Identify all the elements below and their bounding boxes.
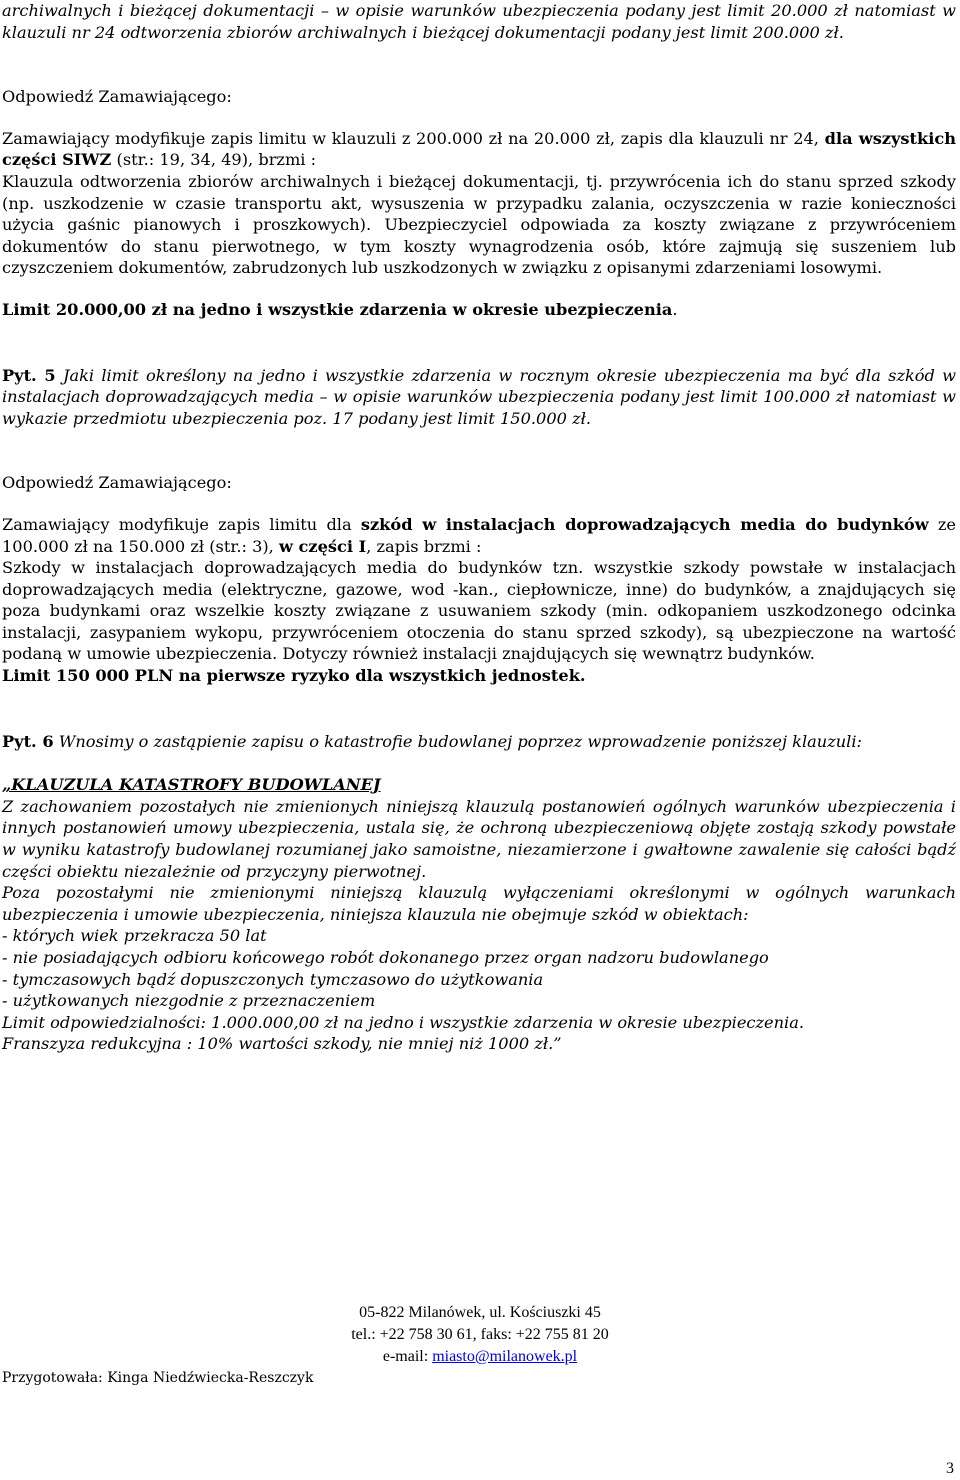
answer-1-limit: Limit 20.000,00 zł na jedno i wszystkie zdarzenia w okresie ubezpieczenia. xyxy=(2,299,678,319)
footer-phone: tel.: +22 758 30 61, faks: +22 755 81 20 xyxy=(351,1326,609,1343)
list-item: - użytkowanych niezgodnie z przeznaczeniem xyxy=(2,991,376,1011)
footer-email: e-mail: miasto@milanowek.pl xyxy=(382,1348,578,1365)
page-footer xyxy=(0,1302,960,1402)
clause-limit: Limit odpowiedzialności: 1.000.000,00 zł na jedno i wszystkie zdarzenia w okresie ubezpieczenia. xyxy=(2,1012,804,1032)
question-4-continuation: archiwalnych i bieżącej dokumentacji – w opisie warunków ubezpieczenia podany jest limit 20.000 zł natomiast w klauzuli nr 24 odtworzenia zbiorów archiwalnych i bieżącej dokumentacji podany jest limit 200.000 zł. xyxy=(2,1,956,42)
list-item: - nie posiadających odbioru końcowego robót dokonanego przez organ nadzoru budowlanego xyxy=(2,948,769,967)
answer-2-intro: Zamawiający modyfikuje zapis limitu dla szkód w instalacjach doprowadzających media do budynków ze 100.000 zł na 150.000 zł (str.: 3), w części I, zapis brzmi : xyxy=(2,514,957,556)
question-5: Pyt. 5 Jaki limit określony na jedno i wszystkie zdarzenia w rocznym okresie ubezpieczenia ma być dla szkód w instalacjach doprowadzających media – w opisie warunków ubezpieczenia podany jest limit 100.000 zł natomiast w wykazie przedmiotu ubezpieczenia poz. 17 podany jest limit 150.000 zł. xyxy=(2,365,956,428)
answer-label-1: Odpowiedź Zamawiającego: xyxy=(2,87,232,107)
prepared-by: Przygotowała: Kinga Niedźwiecka-Reszczyk xyxy=(2,1370,314,1386)
clause-deductible: Franszyza redukcyjna : 10% wartości szkody, nie mniej niż 1000 zł.” xyxy=(2,1034,562,1054)
answer-2-clause: Szkody w instalacjach doprowadzających media do budynków tzn. wszystkie szkody powstałe w instalacjach doprowadzających media (elektryczne, gazowe, wod -kan., ciepłownicze, inne) do budynków, a znajdujących się poza budynkami oraz wszelkie koszty związane z usuwaniem szkody (min. odkopaniem uszkodzonego odcinka instalacji, zasypaniem wykopu, przywróceniem otoczenia do stanu sprzed szkody), są ubezpieczone na wartość podaną w umowie ubezpieczenia. Dotyczy również instalacji znajdujących się wewnątrz budynków. xyxy=(2,558,956,664)
page-number: 3 xyxy=(946,1460,954,1477)
clause-exclusions-list xyxy=(2,925,956,1011)
list-item: - tymczasowych bądź dopuszczonych tymczasowo do użytkowania xyxy=(2,969,544,989)
answer-label-2: Odpowiedź Zamawiającego: xyxy=(2,473,232,493)
email-link[interactable]: miasto@milanowek.pl xyxy=(432,1348,578,1365)
answer-2-limit: Limit 150 000 PLN na pierwsze ryzyko dla wszystkich jednostek. xyxy=(2,666,586,686)
footer-address: 05-822 Milanówek, ul. Kościuszki 45 xyxy=(359,1304,601,1321)
answer-1-clause: Klauzula odtworzenia zbiorów archiwalnych i bieżącej dokumentacji, tj. przywrócenia ich do stanu sprzed szkody (np. uszkodzenie w czasie transportu akt, wysuszenia w przypadku zalania, oczyszczenia w razie konieczności użycia gaśnic pianowych i proszkowych). Ubezpieczyciel odpowiada za koszty związane z przywróceniem dokumentów do stanu pierwotnego, w tym koszty wynagrodzenia osób, które zajmują się suszeniem lub czyszczeniem dokumentów, zabrudzonych lub uszkodzonych w związku z opisanymi zdarzeniami losowymi. xyxy=(2,171,956,278)
answer-1-intro: Zamawiający modyfikuje zapis limitu w klauzuli z 200.000 zł na 20.000 zł, zapis dla klauzuli nr 24, dla wszystkich części SIWZ (str.: 19, 34, 49), brzmi : xyxy=(2,128,956,170)
document-body xyxy=(2,0,956,1055)
clause-paragraph-2: Poza pozostałymi nie zmienionymi niniejszą klauzulą wyłączeniami określonymi w ogólnych warunkach ubezpieczenia i umowie ubezpieczenia, niniejsza klauzula nie obejmuje szkód w obiektach: xyxy=(2,883,956,924)
clause-paragraph-1: Z zachowaniem pozostałych nie zmienionych niniejszą klauzulą postanowień ogólnych warunków ubezpieczenia i innych postanowień umowy ubezpieczenia, ustala się, że ochroną ubezpieczeniową objęte zostają szkody powstałe w wyniku katastrofy budowlanej rozumianej jako samoistne, niezamierzone i gwałtowne zawalenie się całości bądź części obiektu niezależnie od przyczyny pierwotnej. xyxy=(2,796,956,881)
clause-title: „KLAUZULA KATASTROFY BUDOWLANEJ xyxy=(2,775,381,795)
question-6: Pyt. 6 Wnosimy o zastąpienie zapisu o katastrofie budowlanej poprzez wprowadzenie poniższej klauzuli: xyxy=(2,731,862,751)
list-item: - których wiek przekracza 50 lat xyxy=(2,926,267,946)
